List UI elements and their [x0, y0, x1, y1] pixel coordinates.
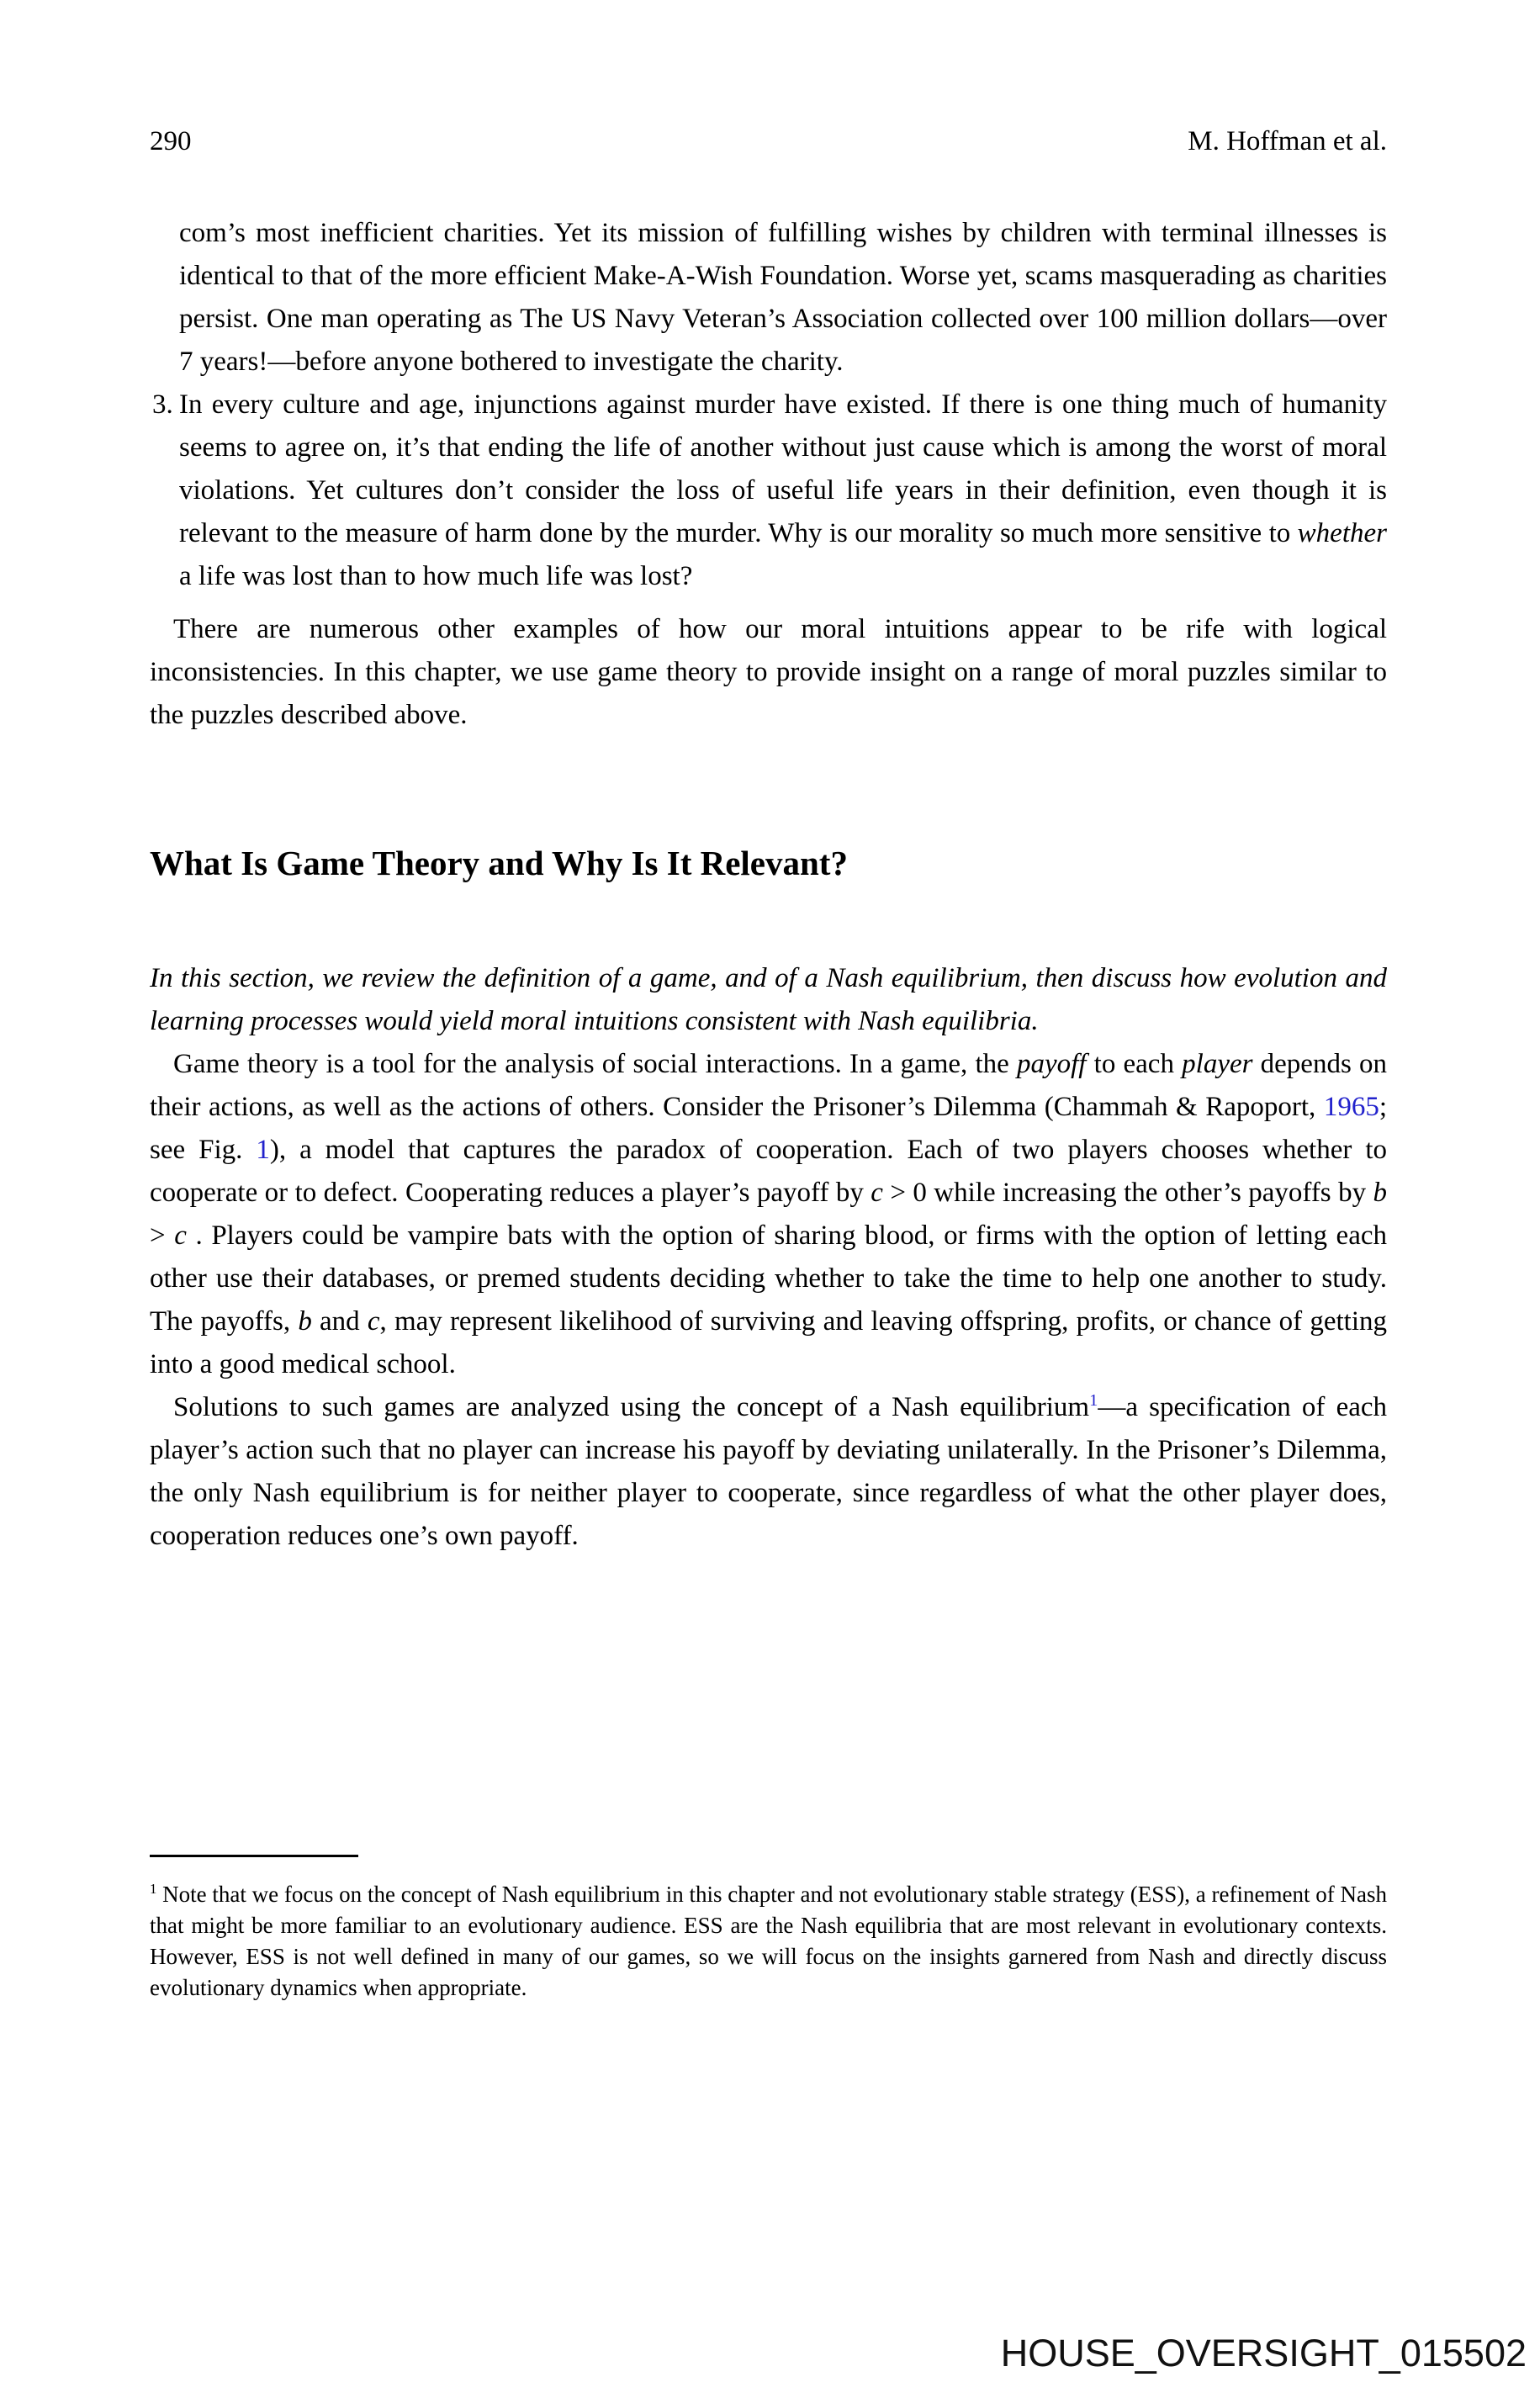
text-run: —a specification of each player’s action such that no player can increase his payoff by deviating unilaterally. In the Prisoner’s Dilemma, the only Nash equilibrium is for neither player to cooperate, since regardless of what the other player does, cooperation reduces one’s own payoff. [150, 1392, 1388, 1551]
footnote-marker: 1 [150, 1881, 157, 1897]
text-run: b [1373, 1178, 1387, 1208]
text-run: , may represent likelihood of surviving and leaving offspring, profits, or chance of getting into a good medical school. [150, 1306, 1387, 1379]
footnote-separator-rule [150, 1855, 358, 1857]
page-number: 290 [150, 126, 192, 156]
footnote-ref-link[interactable]: 1 [1089, 1391, 1098, 1410]
text-run: and [311, 1306, 368, 1337]
footnote-area [150, 1855, 1387, 2004]
footnote-text [150, 1879, 1387, 2004]
text-run: > 0 while increasing the other’s payoffs by [882, 1178, 1373, 1208]
list-item-marker: 3. [152, 389, 173, 420]
text-run: whether [1297, 518, 1387, 548]
numbered-list-item-3 [150, 384, 1387, 598]
text-run: a life was lost than to how much life was lost? [179, 561, 693, 591]
numbered-list-item-2-continuation [150, 212, 1387, 384]
text-run: c [871, 1178, 883, 1208]
text-run: com’s most inefficient charities. Yet its mission of fulfilling wishes by children with terminal illnesses is identical to that of the more efficient Make-A-Wish Foundation. Worse yet, scams masquerading as charities persist. One man operating as The US Navy Veteran’s Association collected over 100 million dollars—over 7 years!—before anyone bothered to investigate the charity. [179, 218, 1387, 377]
text-run: c [174, 1220, 187, 1251]
text-run: . Players could be vampire bats with the option of sharing blood, or firms with the option of letting each other use their databases, or premed students deciding whether to take the time to help one another to study. The payoffs, [150, 1220, 1387, 1337]
text-run: depends on their actions, as well as the actions of others. Consider the Prisoner’s Dilemma (Chammah & Rapoport, [150, 1049, 1387, 1122]
text-run: to each [1086, 1049, 1183, 1079]
text-run: In this section, we review the definition of a game, and of a Nash equilibrium, then discuss how evolution and learning processes would yield moral intuitions consistent with Nash equilibria. [150, 963, 1387, 1036]
text-run: player [1182, 1049, 1253, 1079]
text-run: Note that we focus on the concept of Nash equilibrium in this chapter and not evolutionary stable strategy (ESS), a refinement of Nash that might be more familiar to an evolutionary audience. ESS are the Nash equilibria that are most relevant in evolutionary contexts. However, ESS is not well defined in many of our games, so we will focus on the insights garnered from Nash and directly discuss evolutionary dynamics when appropriate. [150, 1882, 1387, 2000]
page-header [150, 124, 1387, 158]
text-run: ), a model that captures the paradox of cooperation. Each of two players chooses whether to cooperate or to defect. Cooperating reduces a player’s payoff by [150, 1135, 1387, 1208]
text-run: Game theory is a tool for the analysis of social interactions. In a game, the [173, 1049, 1017, 1079]
watermark-stamp: HOUSE_OVERSIGHT_015502 [1000, 2332, 1527, 2374]
citation-link[interactable]: 1 [256, 1135, 270, 1165]
text-run: ; see Fig. [150, 1092, 1387, 1165]
list-item-text [179, 384, 1387, 598]
text-run: c [367, 1306, 380, 1337]
text-run: Solutions to such games are analyzed using the concept of a Nash equilibrium [173, 1392, 1090, 1422]
section-abstract-paragraph [150, 957, 1387, 1043]
text-run: In every culture and age, injunctions against murder have existed. If there is one thing much of humanity seems to agree on, it’s that ending the life of another without just cause which is among the worst of moral violations. Yet cultures don’t consider the loss of useful life years in their definition, even though it is relevant to the measure of harm done by the murder. Why is our morality so much more sensitive to [179, 389, 1387, 548]
section-heading: What Is Game Theory and Why Is It Relevant? [150, 844, 848, 882]
game-theory-paragraph [150, 1043, 1387, 1386]
summary-paragraph [150, 608, 1387, 737]
running-title: M. Hoffman et al. [1188, 126, 1387, 156]
nash-equilibrium-paragraph [150, 1386, 1387, 1558]
page-body [150, 212, 1387, 1558]
text-run: b [298, 1306, 312, 1337]
text-run: There are numerous other examples of how our moral intuitions appear to be rife with logical inconsistencies. In this chapter, we use game theory to provide insight on a range of moral puzzles similar to the puzzles described above. [150, 614, 1387, 730]
text-run: > [150, 1220, 175, 1251]
citation-link[interactable]: 1965 [1323, 1092, 1379, 1122]
text-run: payoff [1016, 1049, 1087, 1079]
